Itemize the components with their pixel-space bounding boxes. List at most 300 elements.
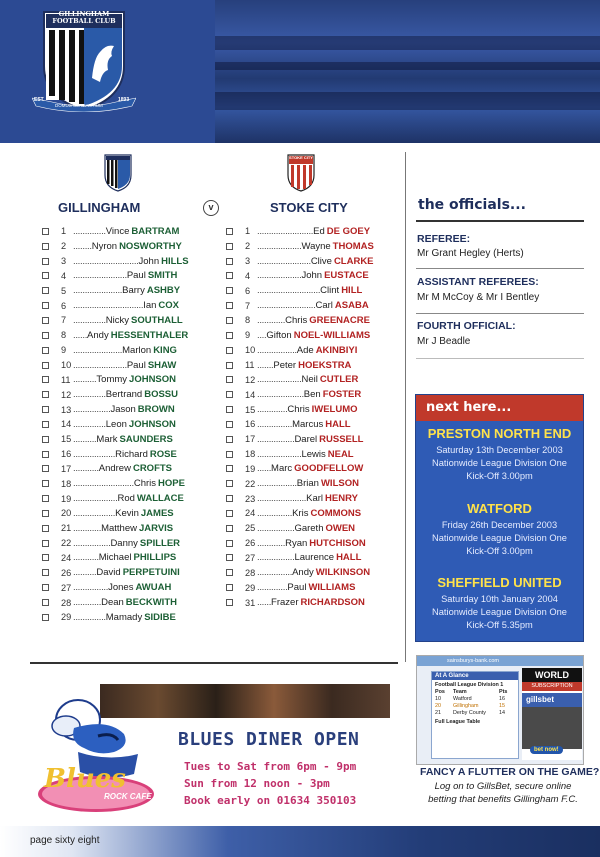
squad-number: 16	[245, 419, 256, 430]
fixture-competition: Nationwide League Division One	[432, 533, 567, 543]
player-surname: IWELUMO	[311, 404, 358, 416]
squad-row	[226, 402, 374, 417]
crest-year: 1893	[118, 97, 130, 103]
player-surname: THOMAS	[332, 240, 374, 252]
tick-box[interactable]	[226, 272, 233, 279]
squad-row	[42, 476, 189, 491]
player-surname: KING	[153, 344, 177, 356]
player-surname: SAUNDERS	[119, 433, 173, 445]
fourth-official-name: Mr J Beadle	[417, 336, 471, 347]
squad-row	[42, 269, 189, 284]
player-surname: HILL	[341, 285, 363, 297]
squad-number: 13	[61, 404, 72, 415]
fixture-kickoff: Kick-Off 3.00pm	[466, 546, 533, 556]
tick-box[interactable]	[226, 436, 233, 443]
squad-row	[42, 506, 189, 521]
player-first-name: Ed	[313, 225, 325, 237]
referee-label: REFEREE:	[417, 233, 471, 245]
squad-row	[226, 491, 374, 506]
tick-box[interactable]	[42, 421, 49, 428]
tick-box[interactable]	[42, 480, 49, 487]
flutter-text-1: Log on to GillsBet, secure online	[434, 781, 572, 792]
squad-row	[226, 417, 374, 432]
squad-row	[226, 254, 374, 269]
tick-box[interactable]	[42, 614, 49, 621]
player-first-name: Neil	[301, 374, 318, 386]
player-first-name: Frazer	[271, 597, 299, 609]
player-surname: WILKINSON	[315, 567, 371, 579]
squad-number: 26	[245, 538, 256, 549]
tick-box[interactable]	[42, 554, 49, 561]
leader-dots: ................	[257, 433, 295, 445]
player-surname: SPILLER	[139, 537, 181, 549]
leader-dots: .......................	[73, 270, 127, 282]
fixture-team: SHEFFIELD UNITED	[437, 575, 562, 590]
player-first-name: Andrew	[98, 463, 131, 475]
tick-box[interactable]	[226, 510, 233, 517]
squad-number: 2	[61, 241, 67, 252]
player-first-name: Bertrand	[105, 389, 143, 401]
player-surname: PERPETUINI	[122, 567, 180, 579]
player-surname: COMMONS	[310, 507, 362, 519]
leader-dots: ...............	[73, 582, 109, 594]
squad-number: 17	[61, 463, 72, 474]
squad-row	[42, 462, 189, 477]
fixture-date: Saturday 13th December 2003	[436, 445, 563, 455]
tick-box[interactable]	[42, 243, 49, 250]
player-surname: BROWN	[137, 404, 175, 416]
blues-logo	[18, 682, 178, 817]
player-first-name: Rod	[117, 493, 135, 505]
player-first-name: Chris	[285, 314, 308, 326]
player-surname: FOSTER	[322, 389, 362, 401]
leader-dots: ................	[73, 537, 111, 549]
browser-url-bar: sainsburys-bank.com	[417, 656, 584, 666]
player-surname: ROSE	[149, 448, 177, 460]
tick-box[interactable]	[42, 258, 49, 265]
gillsbet-ad	[416, 655, 584, 765]
squad-row	[42, 343, 189, 358]
player-first-name: Paul	[126, 270, 146, 282]
page-number: page sixty eight	[30, 835, 100, 846]
squad-number: 11	[245, 360, 255, 371]
player-surname: WILSON	[320, 478, 359, 490]
squad-row	[226, 328, 374, 343]
player-surname: PHILLIPS	[133, 552, 177, 564]
leader-dots: ................	[257, 552, 295, 564]
leader-dots: ..........................	[73, 478, 134, 490]
player-surname: BARTRAM	[131, 225, 180, 237]
player-surname: SOUTHALL	[131, 314, 183, 326]
tick-box[interactable]	[226, 465, 233, 472]
squad-number: 12	[245, 374, 256, 385]
squad-row	[226, 476, 374, 491]
squad-number: 18	[61, 478, 72, 489]
col-pos: Pos	[435, 689, 445, 695]
squad-row	[42, 432, 189, 447]
diner-booking: Book early on 01634 350103	[184, 794, 357, 807]
player-surname: HESSENTHALER	[110, 329, 189, 341]
player-first-name: Lewis	[301, 448, 326, 460]
leader-dots: .....................	[257, 493, 307, 505]
player-first-name: David	[96, 567, 121, 579]
tick-box[interactable]	[42, 228, 49, 235]
squad-number: 29	[61, 612, 72, 623]
referee-name: Mr Grant Hegley (Herts)	[417, 248, 524, 259]
squad-number: 27	[61, 582, 72, 593]
tick-box[interactable]	[226, 391, 233, 398]
squad-row	[42, 358, 189, 373]
player-surname: AWUAH	[135, 582, 172, 594]
tick-box[interactable]	[226, 228, 233, 235]
tick-box[interactable]	[226, 421, 233, 428]
column-divider	[405, 152, 406, 662]
squad-row	[42, 239, 189, 254]
player-first-name: Kris	[292, 507, 309, 519]
tick-box[interactable]	[42, 287, 49, 294]
gillsbet-brand: gillsbet	[522, 693, 582, 707]
leader-dots: ...............	[257, 567, 293, 579]
player-surname: HALL	[336, 552, 362, 564]
col-pts: Pts	[499, 689, 508, 695]
tick-box[interactable]	[42, 332, 49, 339]
tick-box[interactable]	[226, 480, 233, 487]
squad-number: 24	[61, 552, 72, 563]
player-first-name: Marlon	[122, 344, 152, 356]
squad-number: 24	[245, 508, 256, 519]
fourth-official-label: FOURTH OFFICIAL:	[417, 320, 516, 332]
tick-box[interactable]	[226, 347, 233, 354]
squad-number: 14	[245, 389, 256, 400]
tick-box[interactable]	[226, 495, 233, 502]
squad-number: 6	[61, 300, 67, 311]
subscription-label: SUBSCRIPTION	[522, 682, 582, 691]
leader-dots: ..................	[73, 448, 116, 460]
player-first-name: Mark	[96, 433, 118, 445]
full-table-link[interactable]: Full League Table	[435, 719, 481, 725]
tick-box[interactable]	[42, 302, 49, 309]
tick-box[interactable]	[226, 451, 233, 458]
player-first-name: Paul	[287, 582, 307, 594]
player-first-name: John	[301, 270, 323, 282]
player-first-name: Danny	[110, 537, 138, 549]
squad-row	[42, 328, 189, 343]
player-surname: NOEL-WILLIAMS	[293, 329, 371, 341]
squad-number: 9	[61, 345, 67, 356]
leader-dots: .......................	[257, 255, 311, 267]
leader-dots: ................	[257, 522, 295, 534]
squad-row	[226, 580, 374, 595]
leader-dots: ........	[73, 240, 92, 252]
leader-dots: .................	[257, 344, 297, 356]
squad-number: 25	[245, 523, 256, 534]
tick-box[interactable]	[226, 406, 233, 413]
player-surname: WALLACE	[136, 493, 184, 505]
squad-number: 9	[245, 330, 251, 341]
team-sheet	[28, 150, 400, 623]
leader-dots: ............	[257, 537, 286, 549]
tick-box[interactable]	[226, 525, 233, 532]
squad-number: 12	[61, 389, 72, 400]
fixture-team: WATFORD	[467, 501, 532, 516]
tick-box[interactable]	[226, 258, 233, 265]
player-surname: RUSSELL	[319, 433, 364, 445]
tick-box[interactable]	[226, 540, 233, 547]
next-here-title: next here...	[416, 395, 583, 421]
squad-row	[226, 462, 374, 477]
tick-box[interactable]	[42, 510, 49, 517]
squad-number: 8	[61, 330, 67, 341]
squad-number: 29	[245, 582, 256, 593]
tick-box[interactable]	[42, 495, 49, 502]
player-surname: AKINBIYI	[315, 344, 358, 356]
leader-dots: .......................	[73, 359, 127, 371]
leader-dots: ..........	[73, 374, 97, 386]
bet-now-button[interactable]: bet now!	[530, 746, 563, 754]
squad-row	[42, 387, 189, 402]
player-surname: CROFTS	[132, 463, 173, 475]
leader-dots: ............	[73, 522, 102, 534]
tick-box[interactable]	[42, 540, 49, 547]
tick-box[interactable]	[42, 406, 49, 413]
squad-number: 3	[61, 256, 67, 267]
player-first-name: Barry	[122, 285, 145, 297]
gillingham-mini-crest	[103, 153, 133, 193]
player-surname: JARVIS	[138, 522, 174, 534]
squad-number: 19	[245, 463, 256, 474]
squad-number: 10	[245, 345, 256, 356]
flutter-text-2: betting that benefits Gillingham F.C.	[428, 794, 578, 805]
player-first-name: Andy	[292, 567, 314, 579]
tick-box[interactable]	[226, 554, 233, 561]
player-first-name: Ian	[143, 300, 157, 312]
player-first-name: Nicky	[105, 314, 129, 326]
diner-title: BLUES DINER OPEN	[178, 729, 360, 750]
tick-box[interactable]	[226, 302, 233, 309]
leader-dots: ..............	[73, 389, 106, 401]
squad-number: 15	[245, 404, 256, 415]
leader-dots: ..............................	[73, 300, 144, 312]
leader-dots: .................	[257, 478, 297, 490]
home-team-name: GILLINGHAM	[58, 200, 141, 215]
player-first-name: John	[138, 255, 160, 267]
table-row: 10 Watford 16	[435, 696, 505, 702]
leader-dots: ...................	[73, 493, 118, 505]
leader-dots: ..................	[73, 507, 116, 519]
flutter-headline: FANCY A FLUTTER ON THE GAME?	[420, 766, 600, 778]
player-first-name: Ade	[296, 344, 314, 356]
squad-row	[226, 595, 374, 610]
player-surname: ASHBY	[146, 285, 181, 297]
leader-dots: .......	[257, 359, 274, 371]
player-surname: DE GOEY	[326, 225, 371, 237]
squad-row	[42, 565, 189, 580]
leader-dots: .....................	[73, 344, 123, 356]
vs-badge: v	[203, 200, 219, 216]
tick-box[interactable]	[42, 436, 49, 443]
squad-row	[42, 254, 189, 269]
squad-row	[226, 239, 374, 254]
leader-dots: ..........	[73, 433, 97, 445]
tick-box[interactable]	[226, 243, 233, 250]
squad-number: 22	[61, 538, 72, 549]
away-squad-list	[226, 224, 374, 610]
fixture-date: Friday 26th December 2003	[441, 520, 558, 530]
player-surname: BECKWITH	[125, 597, 177, 609]
player-surname: ASABA	[334, 300, 369, 312]
player-surname: NOSWORTHY	[119, 240, 182, 252]
crest-name-top: GILLINGHAM	[58, 10, 110, 18]
table-row: 20 Gillingham 15	[435, 703, 505, 709]
crest-est: EST.	[34, 97, 45, 103]
squad-number: 17	[245, 434, 256, 445]
leader-dots: ...................	[257, 270, 302, 282]
table-title: Football League Division 1	[435, 682, 504, 688]
leader-dots: ........................	[257, 225, 314, 237]
player-first-name: Gareth	[294, 522, 324, 534]
officials-rule	[416, 220, 584, 222]
player-surname: JOHNSON	[128, 418, 176, 430]
player-first-name: Chris	[133, 478, 156, 490]
tick-box[interactable]	[42, 391, 49, 398]
section-rule	[30, 662, 398, 664]
squad-number: 18	[245, 449, 256, 460]
divider	[416, 313, 584, 314]
squad-number: 21	[61, 523, 72, 534]
squad-number: 23	[245, 493, 256, 504]
leader-dots: ......	[73, 329, 88, 341]
tick-box[interactable]	[42, 525, 49, 532]
tick-box[interactable]	[42, 599, 49, 606]
blues-diner-ad	[0, 672, 395, 818]
tick-box[interactable]	[42, 451, 49, 458]
squad-row	[42, 402, 189, 417]
squad-number: 4	[61, 270, 67, 281]
tick-box[interactable]	[42, 584, 49, 591]
player-first-name: Dean	[101, 597, 124, 609]
tick-box[interactable]	[42, 347, 49, 354]
tick-box[interactable]	[42, 362, 49, 369]
fixture-competition: Nationwide League Division One	[432, 607, 567, 617]
leader-dots: ....	[257, 329, 267, 341]
squad-number: 20	[61, 508, 72, 519]
squad-number: 3	[245, 256, 251, 267]
squad-row	[42, 536, 189, 551]
player-first-name: Jason	[110, 404, 136, 416]
squad-number: 11	[61, 374, 71, 385]
squad-number: 27	[245, 552, 256, 563]
player-first-name: Marcus	[292, 418, 324, 430]
leader-dots: ..........	[73, 567, 97, 579]
leader-dots: .............	[257, 582, 288, 594]
squad-row	[42, 224, 189, 239]
leader-dots: ...................	[257, 240, 302, 252]
stoke-crest-text: STOKE CITY	[289, 155, 313, 160]
squad-row	[226, 283, 374, 298]
tick-box[interactable]	[226, 569, 233, 576]
squad-row	[226, 536, 374, 551]
assistants-label: ASSISTANT REFEREES:	[417, 276, 539, 288]
tick-box[interactable]	[42, 317, 49, 324]
player-first-name: Chris	[287, 404, 310, 416]
player-first-name: Wayne	[301, 240, 331, 252]
squad-row	[42, 580, 189, 595]
player-surname: SHAW	[147, 359, 177, 371]
squad-row	[226, 506, 374, 521]
diner-hours-2: Sun from 12 noon - 3pm	[184, 777, 330, 790]
player-first-name: Michael	[98, 552, 132, 564]
tick-box[interactable]	[226, 599, 233, 606]
player-first-name: Paul	[126, 359, 146, 371]
fixture-team: PRESTON NORTH END	[427, 426, 572, 441]
tick-box[interactable]	[226, 584, 233, 591]
squad-number: 26	[61, 567, 72, 578]
leader-dots: ......	[257, 463, 272, 475]
col-team: Team	[453, 689, 467, 695]
squad-row	[42, 521, 189, 536]
squad-row	[226, 387, 374, 402]
squad-number: 7	[61, 315, 67, 326]
player-first-name: Laurence	[294, 552, 335, 564]
leader-dots: ...................	[257, 448, 302, 460]
leader-dots: ...............	[257, 418, 293, 430]
player-surname: SIDIBE	[144, 611, 176, 623]
squad-number: 7	[245, 300, 251, 311]
squad-row	[42, 298, 189, 313]
player-surname: GOODFELLOW	[294, 463, 364, 475]
leader-dots: ....................	[257, 389, 304, 401]
squad-row	[42, 595, 189, 610]
table-row: 21 Derby County 14	[435, 710, 505, 716]
away-team-name: STOKE CITY	[270, 200, 348, 215]
player-surname: COX	[158, 300, 179, 312]
squad-row	[226, 565, 374, 580]
tick-box[interactable]	[42, 376, 49, 383]
tick-box[interactable]	[226, 332, 233, 339]
leader-dots: ..............	[73, 225, 106, 237]
player-first-name: Marc	[271, 463, 293, 475]
squad-row	[42, 610, 189, 625]
squad-number: 14	[61, 419, 72, 430]
player-surname: JAMES	[140, 507, 174, 519]
tick-box[interactable]	[42, 465, 49, 472]
tick-box[interactable]	[42, 272, 49, 279]
divider	[416, 268, 584, 269]
player-first-name: Tommy	[96, 374, 128, 386]
leader-dots: ..............	[73, 314, 106, 326]
player-first-name: Vince	[105, 225, 130, 237]
glance-title: At A Glance	[432, 672, 518, 680]
squad-number: 16	[61, 449, 72, 460]
squad-row	[226, 521, 374, 536]
player-first-name: Ryan	[285, 537, 308, 549]
home-squad-list	[42, 224, 189, 625]
squad-number: 8	[245, 315, 251, 326]
tick-box[interactable]	[226, 287, 233, 294]
fixture-kickoff: Kick-Off 3.00pm	[466, 471, 533, 481]
squad-row	[42, 447, 189, 462]
leader-dots: ......	[257, 597, 272, 609]
tick-box[interactable]	[226, 362, 233, 369]
player-surname: GREENACRE	[309, 314, 370, 326]
tick-box[interactable]	[226, 317, 233, 324]
world-label: WORLD	[522, 668, 582, 682]
tick-box[interactable]	[42, 569, 49, 576]
diner-hours-1: Tues to Sat from 6pm - 9pm	[184, 760, 357, 773]
tick-box[interactable]	[226, 376, 233, 383]
squad-row	[42, 283, 189, 298]
player-surname: SMITH	[147, 270, 178, 282]
